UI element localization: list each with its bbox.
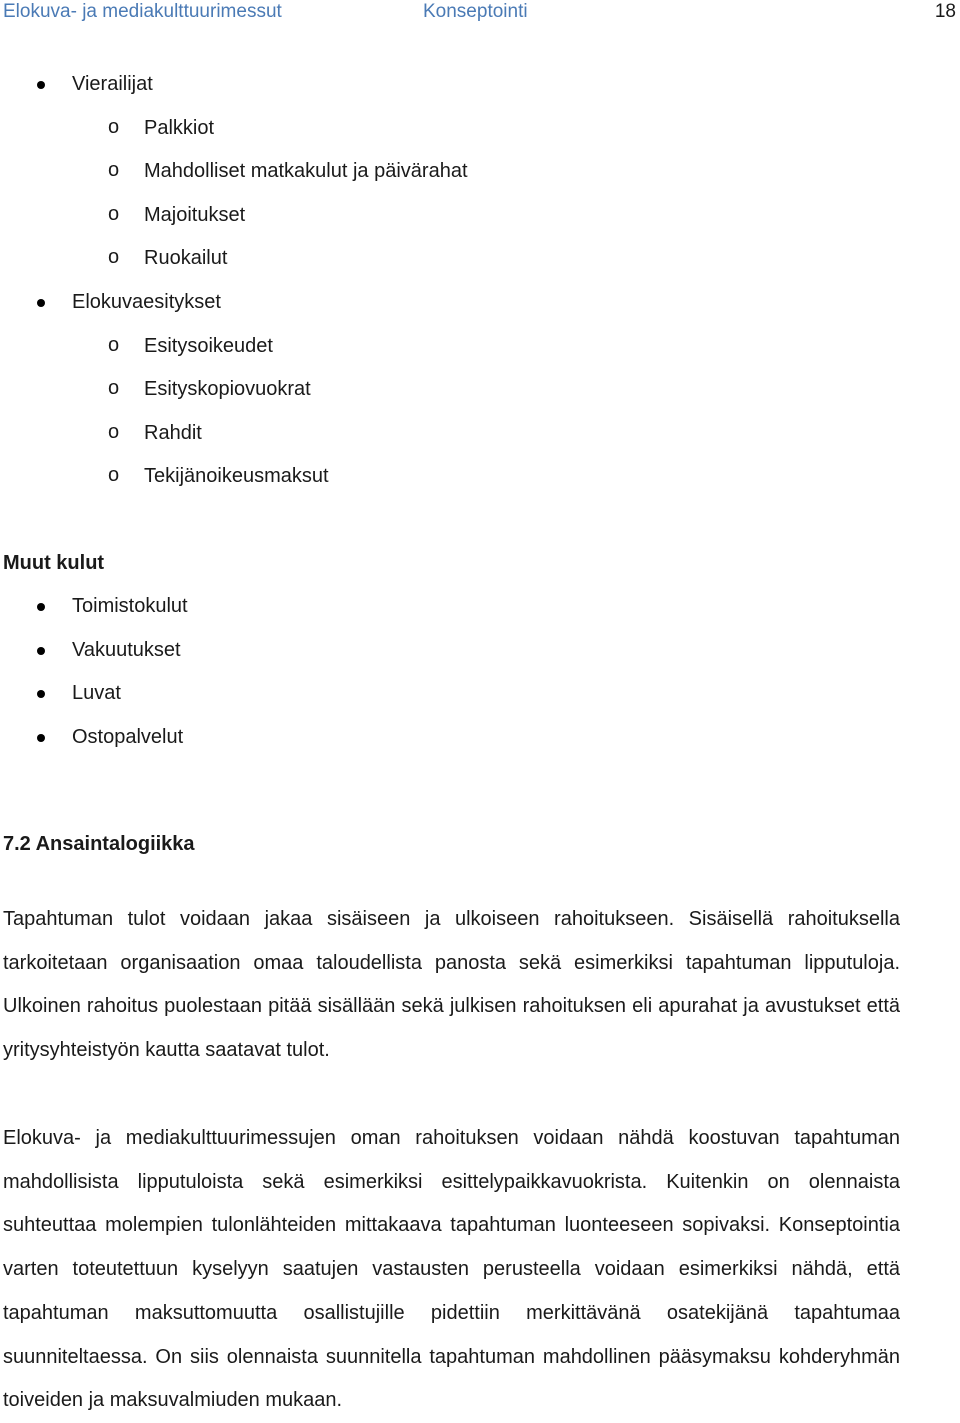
circle-bullet-icon: o xyxy=(108,464,120,487)
list-item xyxy=(0,594,960,638)
list-item xyxy=(0,725,960,769)
circle-bullet-icon: o xyxy=(108,202,120,225)
list-item-label: Ostopalvelut xyxy=(72,725,184,748)
header-chapter-title: Konseptointi xyxy=(423,1,528,22)
list-item xyxy=(0,72,960,116)
list-item-label: Majoitukset xyxy=(144,203,246,226)
list-item xyxy=(0,203,960,247)
list-item-label: Tekijänoikeusmaksut xyxy=(144,465,329,488)
bullet-icon xyxy=(37,299,45,307)
list-item-label: Rahdit xyxy=(144,421,202,444)
bullet-icon xyxy=(37,603,45,611)
list-item xyxy=(0,464,960,508)
bullet-icon xyxy=(37,734,45,742)
page-number: 18 xyxy=(934,1,956,22)
bullet-icon xyxy=(37,647,45,655)
list-item-label: Esityskopiovuokrat xyxy=(144,378,311,401)
list-item-label: Esitysoikeudet xyxy=(144,334,273,357)
circle-bullet-icon: o xyxy=(108,246,120,269)
list-item xyxy=(0,638,960,682)
list-item xyxy=(0,377,960,421)
body-paragraph: Tapahtuman tulot voidaan jakaa sisäiseen ja ulkoiseen rahoitukseen. Sisäisellä rahoituksella tarkoitetaan organisaation omaa taloudellista panosta sekä esimerkiksi tapahtuman lipputuloja. Ulkoinen rahoitus puolestaan pitää sisällään sekä julkisen rahoituksen eli apurahat ja avustukset että yritysyhteistyön kautta saatavat tulot. xyxy=(3,908,900,1062)
list-item xyxy=(0,334,960,378)
list-item xyxy=(0,681,960,725)
list-item-label: Ruokailut xyxy=(144,247,228,270)
list-item-label: Mahdolliset matkakulut ja päivärahat xyxy=(144,160,468,183)
circle-bullet-icon: o xyxy=(108,159,120,182)
circle-bullet-icon: o xyxy=(108,115,120,138)
list-item-label: Elokuvaesitykset xyxy=(72,290,221,313)
list-item xyxy=(0,116,960,160)
list-item-label: Palkkiot xyxy=(144,116,215,139)
list-item-label: Vierailijat xyxy=(72,73,153,95)
circle-bullet-icon: o xyxy=(108,377,120,400)
list-item xyxy=(0,246,960,290)
page-header xyxy=(0,0,960,26)
list-item-label: Vakuutukset xyxy=(72,638,181,661)
body-paragraph: Elokuva- ja mediakulttuurimessujen oman rahoituksen voidaan nähdä koostuvan tapahtuman mahdollisista lipputuloista sekä esimerkiksi esittelypaikkavuokrista. Kuitenkin on olennaista suhteuttaa molempien tulonlähteiden mittakaava tapahtuman luonteeseen sopivaksi. Konseptointia varten toteutettuun kyselyyn saatujen vastausten perusteella voidaan esimerkiksi nähdä, että tapahtuman maksuttomuutta osallistujille pidettiin merkittävänä osatekijänä tapahtumaa suunniteltaessa. On siis olennaista suunnitella tapahtuman mahdollinen pääsymaksu kohderyhmän toiveiden ja maksuvalmiuden mukaan. xyxy=(3,1127,900,1412)
subheading-muut-kulut: Muut kulut xyxy=(3,552,105,574)
circle-bullet-icon: o xyxy=(108,333,120,356)
list-item-label: Luvat xyxy=(72,682,121,705)
cost-list-vierailijat-elokuvaesitykset xyxy=(0,72,960,508)
header-document-title: Elokuva- ja mediakulttuurimessut xyxy=(3,1,282,22)
bullet-icon xyxy=(37,690,45,698)
circle-bullet-icon: o xyxy=(108,420,120,443)
section-heading: 7.2 Ansaintalogiikka xyxy=(3,833,195,855)
list-item-label: Toimistokulut xyxy=(72,595,188,617)
list-item xyxy=(0,290,960,334)
list-item xyxy=(0,421,960,465)
list-item xyxy=(0,159,960,203)
bullet-icon xyxy=(37,81,45,89)
cost-list-muut-kulut xyxy=(0,594,960,768)
